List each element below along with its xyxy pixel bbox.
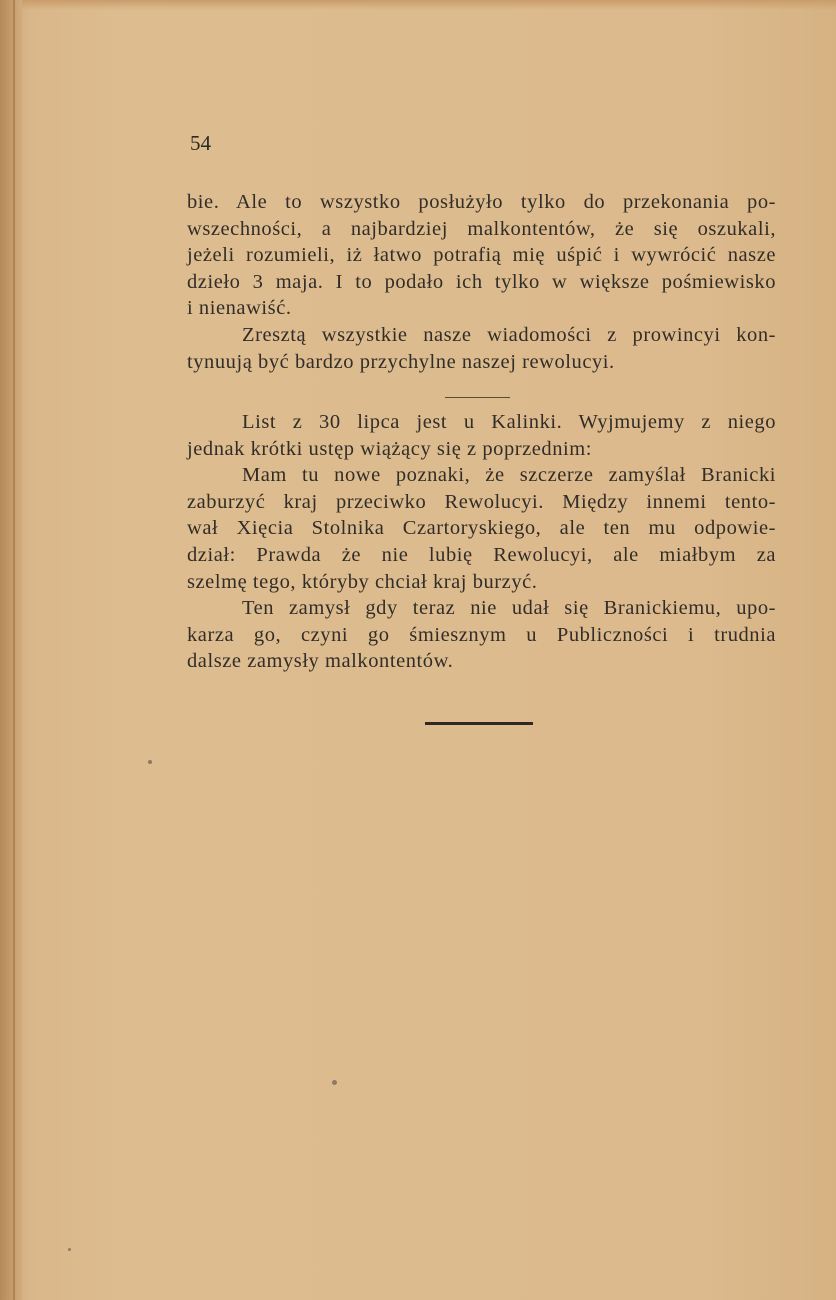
paper-speck bbox=[148, 760, 152, 764]
text-line: Ten zamysł gdy teraz nie udał się Branickiemu, upo- bbox=[242, 597, 776, 620]
text-line: Zresztą wszystkie nasze wiadomości z prowincyi kon- bbox=[242, 323, 776, 346]
paper-speck bbox=[332, 1080, 337, 1085]
text-line: zaburzyć kraj przeciwko Rewolucyi. Między innemi tento- bbox=[187, 490, 776, 513]
text-line: dział: Prawda że nie lubię Rewolucyi, ale miałbym za bbox=[187, 543, 776, 566]
text-line: wszechności, a najbardziej malkontentów, że się oszukali, bbox=[187, 217, 776, 240]
text-line: Mam tu nowe poznaki, że szczerze zamyślał Branicki bbox=[242, 464, 776, 487]
text-block-upper bbox=[187, 189, 776, 375]
text-line: jeżeli rozumieli, iż łatwo potrafią mię uśpić i wywrócić nasze bbox=[187, 244, 776, 267]
text-line: dzieło 3 maja. I to podało ich tylko w większe pośmiewisko bbox=[187, 270, 776, 293]
text-line: karza go, czyni go śmiesznym u Publiczności i trudnia bbox=[187, 623, 776, 646]
paper-speck bbox=[68, 1248, 71, 1251]
text-line: jednak krótki ustęp wiążący się z poprzednim: bbox=[187, 437, 593, 460]
page-number: 54 bbox=[190, 131, 211, 155]
text-line: bie. Ale to wszystko posłużyło tylko do przekonania po- bbox=[187, 191, 776, 213]
page-top-edge bbox=[22, 0, 836, 10]
end-rule bbox=[425, 722, 533, 725]
text-line: i nienawiść. bbox=[187, 297, 292, 320]
text-line: szelmę tego, któryby chciał kraj burzyć. bbox=[187, 570, 538, 593]
text-line: dalsze zamysły malkontentów. bbox=[187, 650, 454, 673]
text-line: wał Xięcia Stolnika Czartoryskiego, ale ten mu odpowie- bbox=[187, 517, 776, 540]
text-line: tynuują być bardzo przychylne naszej rewolucyi. bbox=[187, 350, 615, 373]
page-spine bbox=[0, 0, 22, 1300]
text-line: List z 30 lipca jest u Kalinki. Wyjmujemy z niego bbox=[242, 411, 776, 433]
text-block-lower bbox=[187, 409, 776, 675]
spine-edge-line bbox=[13, 0, 15, 1300]
section-separator bbox=[445, 397, 510, 398]
